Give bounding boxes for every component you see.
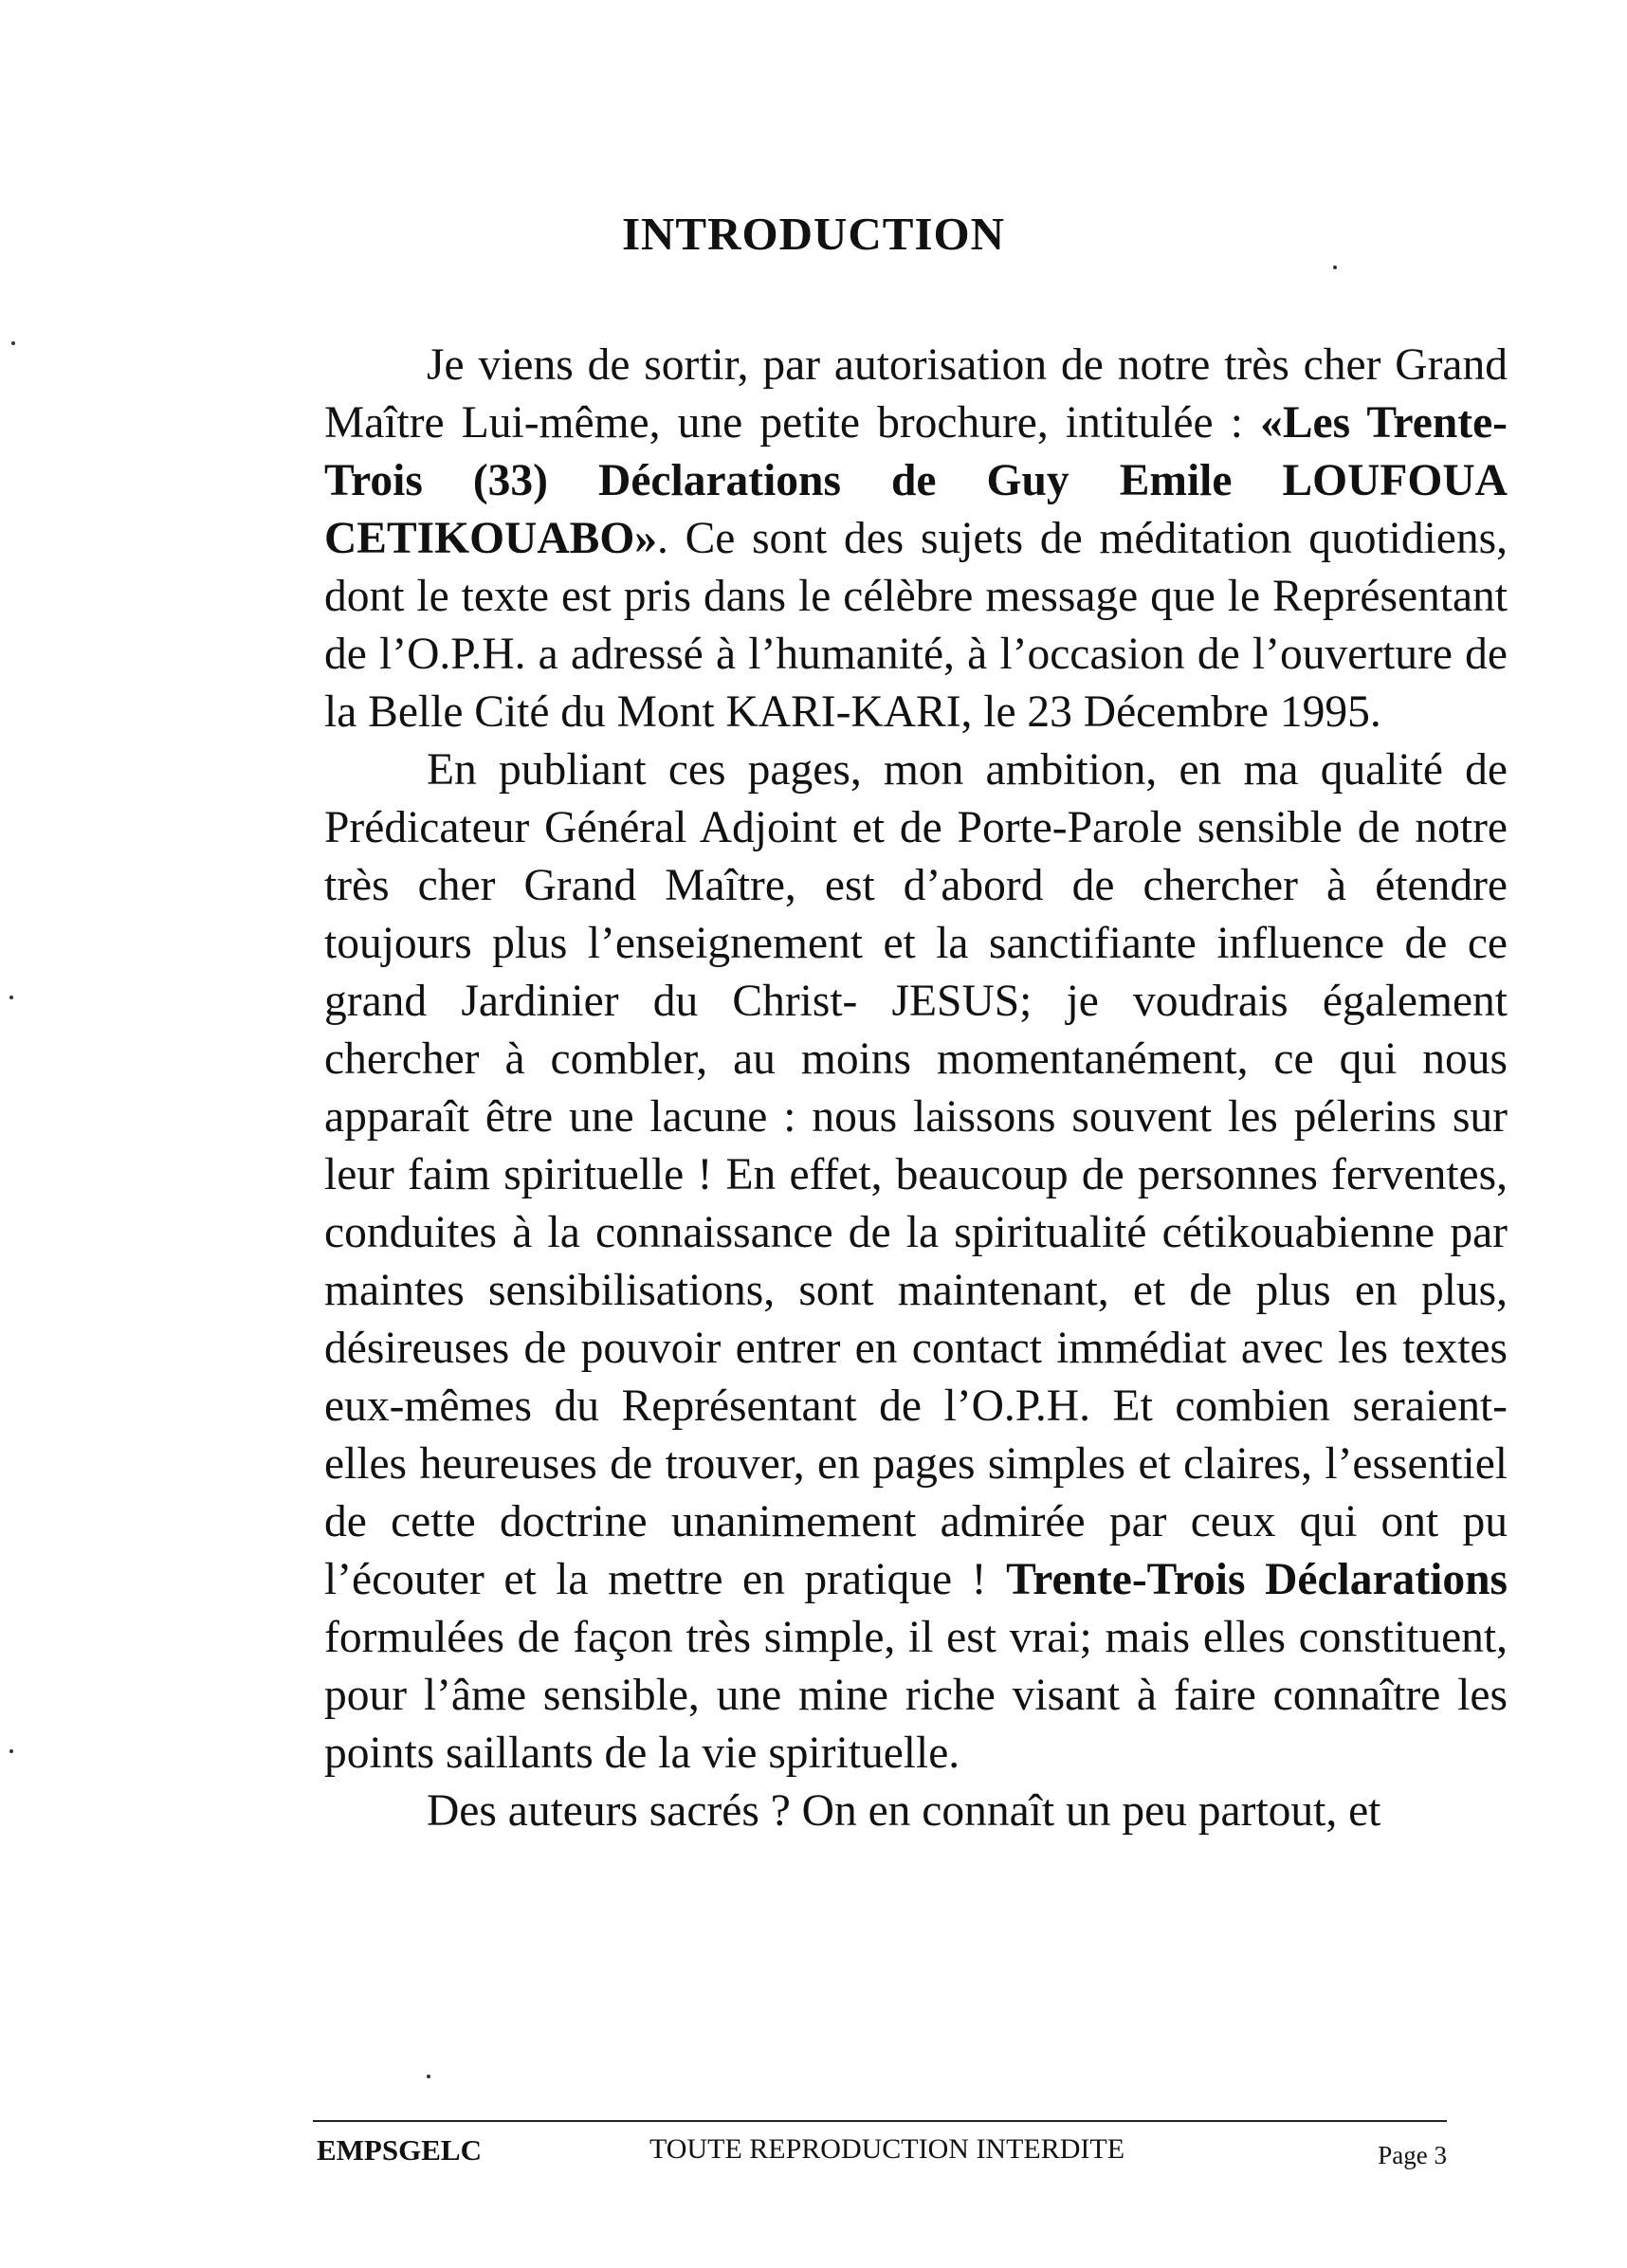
scan-speck (11, 341, 15, 345)
paragraph-2-text-cont: formulées de façon très simple, il est vrai; mais elles constituent, pour l’âme sensible, une mine riche visant à faire connaître les points saillants de la vie spirituelle. (324, 1613, 1508, 1778)
footer-notice: TOUTE REPRODUCTION INTERDITE (649, 2133, 1125, 2165)
page-footer (313, 2133, 1447, 2181)
brochure-title: «Les Trente-Trois (33) Déclarations de Guy Emile LOUFOUA CETIKOUABO» (324, 398, 1508, 563)
scan-speck (427, 2075, 430, 2078)
page-title: INTRODUCTION (621, 208, 1006, 260)
paragraph-3 (324, 1783, 1508, 1840)
paragraph-1-text: Je viens de sortir, par autorisation de notre très cher Grand Maître Lui-même, une petite brochure, intitulée : (324, 340, 1508, 448)
paragraph-2 (324, 741, 1508, 1783)
declarations-emphasis: Trente-Trois Déclarations (1006, 1555, 1508, 1604)
body-text (324, 337, 1508, 1840)
paragraph-1 (324, 337, 1508, 741)
scan-speck (9, 996, 13, 999)
paragraph-1-text-cont: . Ce sont des sujets de méditation quotidiens, dont le texte est pris dans le célèbre message que le Représentant de l’O.P.H. a adressé à l’humanité, à l’occasion de l’ouverture de la Belle Cité du Mont KARI-KARI, le 23 Décembre 1995. (324, 514, 1508, 737)
footer-publisher: EMPSGELC (317, 2133, 482, 2167)
paragraph-3-text: Des auteurs sacrés ? On en connaît un peu partout, et (427, 1786, 1381, 1836)
footer-divider (313, 2120, 1447, 2122)
scan-speck (9, 1749, 13, 1753)
page-number-value: 3 (1434, 2141, 1447, 2169)
page-label: Page (1378, 2141, 1428, 2169)
scan-speck (1333, 265, 1337, 269)
paragraph-2-text: En publiant ces pages, mon ambition, en ma qualité de Prédicateur Général Adjoint et de Porte-Parole sensible de notre très cher Grand Maître, est d’abord de chercher à étendre toujours plus l’enseignement et la sanctifiante influence de ce grand Jardinier du Christ- JESUS; je voudrais également chercher à combler, au moins momentanément, ce qui nous apparaît être une lacune : nous laissons souvent les pélerins sur leur faim spirituelle ! En effet, beaucoup de personnes ferventes, conduites à la connaissance de la spiritualité cétikouabienne par maintes sensibilisations, sont maintenant, et de plus en plus, désireuses de pouvoir entrer en contact immédiat avec les textes eux-mêmes du Représentant de l’O.P.H. Et combien seraient-elles heureuses de trouver, en pages simples et claires, l’essentiel de cette doctrine unanimement admirée par ceux qui ont pu l’écouter et la mettre en pratique ! (324, 745, 1508, 1604)
page-number (1378, 2141, 1447, 2170)
